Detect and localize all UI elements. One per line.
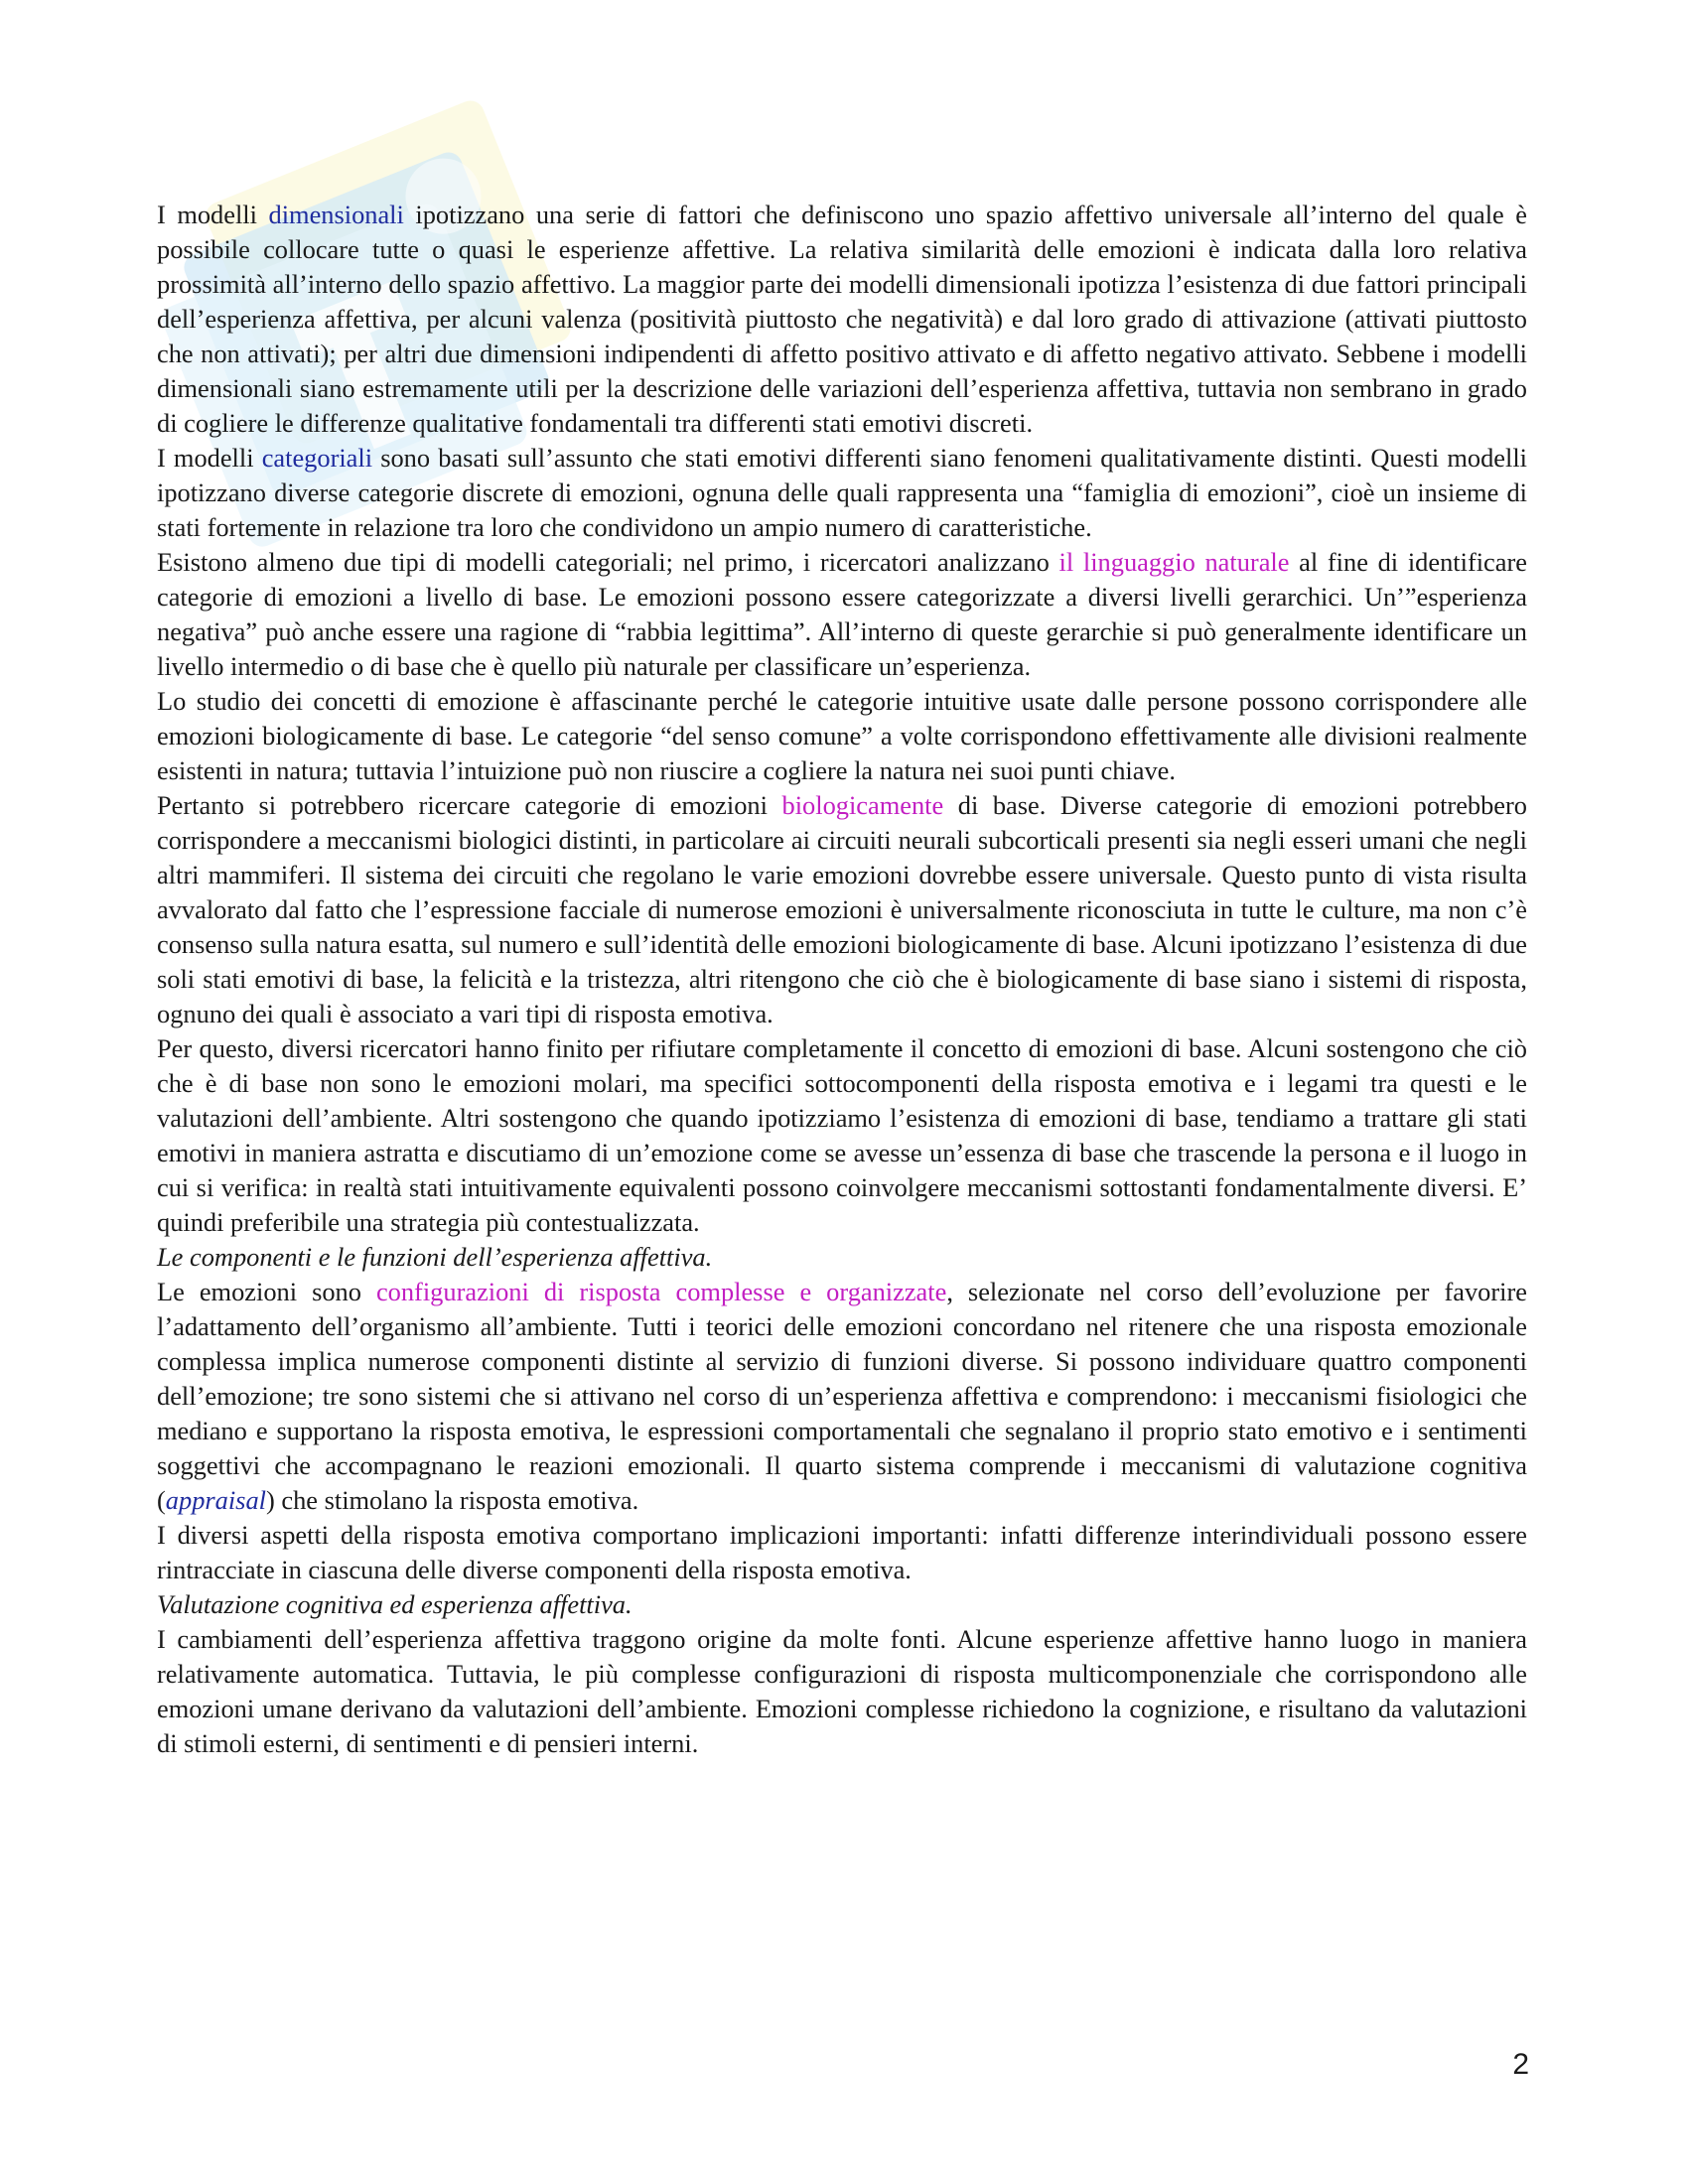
body-text	[157, 198, 1527, 1761]
paragraph-interindividual-differences: I diversi aspetti della risposta emotiva comportano implicazioni importanti: infatti differenze interindividuali possono essere rintracciate in ciascuna delle diverse componenti della risposta emotiva.	[157, 1520, 1527, 1584]
keyword-appraisal: appraisal	[165, 1485, 266, 1515]
keyword-configurazioni: configurazioni di risposta complesse e organizzate	[375, 1277, 947, 1306]
paragraph-rejecting-basic-emotions: Per questo, diversi ricercatori hanno finito per rifiutare completamente il concetto di emozioni di base. Alcuni sostengono che ciò che è di base non sono le emozioni molari, ma specifici sottocomponenti della risposta emotiva e i legami tra questi e le valutazioni dell’ambiente. Altri sostengono che quando ipotizziamo l’esistenza di emozioni di base, tendiamo a trattare gli stati emotivi in maniera astratta e discutiamo di un’emozione come se avesse un’essenza di base che trascende la persona e il luogo in cui si verifica: in realtà stati intuitivamente equivalenti possono coinvolgere meccanismi sottostanti fondamentalmente diversi. E’ quindi preferibile una strategia più contestualizzata.	[157, 1033, 1527, 1237]
paragraph-affective-changes: I cambiamenti dell’esperienza affettiva traggono origine da molte fonti. Alcune esperienze affettive hanno luogo in maniera relativamente automatica. Tuttavia, le più complesse configurazioni di risposta multicomponenziale che corrispondono alle emozioni umane derivano da valutazioni dell’ambiente. Emozioni complesse richiedono la cognizione, e risultano da valutazioni di stimoli esterni, di sentimenti e di pensieri interni.	[157, 1624, 1527, 1758]
paragraph-emotion-configurations: Le emozioni sono configurazioni di risposta complesse e organizzate, selezionate nel corso dell’evoluzione per favorire l’adattamento dell’organismo all’ambiente. Tutti i teorici delle emozioni concordano nel ritenere che una risposta emozionale complessa implica numerose componenti distinte al servizio di funzioni diverse. Si possono individuare quattro componenti dell’emozione; tre sono sistemi che si attivano nel corso di un’esperienza affettiva e comprendono: i meccanismi fisiologici che mediano e supportano la risposta emotiva, le espressioni comportamentali che segnalano il proprio stato emotivo e i sentimenti soggettivi che accompagnano le reazioni emozionali. Il quarto sistema comprende i meccanismi di valutazione cognitiva (appraisal) che stimolano la risposta emotiva.	[157, 1277, 1527, 1515]
section-heading-components: Le componenti e le funzioni dell’esperienza affettiva.	[157, 1242, 713, 1272]
paragraph-natural-language: Esistono almeno due tipi di modelli categoriali; nel primo, i ricercatori analizzano il linguaggio naturale al fine di identificare categorie di emozioni a livello di base. Le emozioni possono essere categorizzate a diversi livelli gerarchici. Un’”esperienza negativa” può anche essere una ragione di “rabbia legittima”. All’interno di queste gerarchie si può generalmente identificare un livello intermedio o di base che è quello più naturale per classificare un’esperienza.	[157, 547, 1527, 681]
keyword-linguaggio-naturale: il linguaggio naturale	[1058, 547, 1290, 577]
paragraph-emotion-concepts: Lo studio dei concetti di emozione è affascinante perché le categorie intuitive usate dalle persone possono corrispondere alle emozioni biologicamente di base. Le categorie “del senso comune” a volte corrispondono effettivamente alle divisioni realmente esistenti in natura; tuttavia l’intuizione può non riuscire a cogliere la natura nei suoi punti chiave.	[157, 686, 1527, 785]
keyword-dimensionali: dimensionali	[268, 200, 404, 229]
keyword-biologicamente: biologicamente	[781, 790, 944, 820]
paragraph-dimensional-models: I modelli dimensionali ipotizzano una serie di fattori che definiscono uno spazio affettivo universale all’interno del quale è possibile collocare tutte o quasi le esperienze affettive. La relativa similarità delle emozioni è indicata dalla loro relativa prossimità all’interno dello spazio affettivo. La maggior parte dei modelli dimensionali ipotizza l’esistenza di due fattori principali dell’esperienza affettiva, per alcuni valenza (positività piuttosto che negatività) e dal loro grado di attivazione (attivati piuttosto che non attivati); per altri due dimensioni indipendenti di affetto positivo attivato e di affetto negativo attivato. Sebbene i modelli dimensionali siano estremamente utili per la descrizione delle variazioni dell’esperienza affettiva, tuttavia non sembrano in grado di cogliere le differenze qualitative fondamentali tra differenti stati emotivi discreti.	[157, 200, 1527, 438]
keyword-categoriali: categoriali	[261, 443, 373, 473]
section-heading-cognitive-appraisal: Valutazione cognitiva ed esperienza affettiva.	[157, 1589, 633, 1619]
paragraph-categorical-models: I modelli categoriali sono basati sull’assunto che stati emotivi differenti siano fenomeni qualitativamente distinti. Questi modelli ipotizzano diverse categorie discrete di emozioni, ognuna delle quali rappresenta una “famiglia di emozioni”, cioè un insieme di stati fortemente in relazione tra loro che condividono un ampio numero di caratteristiche.	[157, 443, 1527, 542]
page-number: 2	[1512, 2048, 1529, 2081]
paragraph-biological-categories: Pertanto si potrebbero ricercare categorie di emozioni biologicamente di base. Diverse categorie di emozioni potrebbero corrispondere a meccanismi biologici distinti, in particolare ai circuiti neurali subcorticali presenti sia negli esseri umani che negli altri mammiferi. Il sistema dei circuiti che regolano le varie emozioni dovrebbe essere universale. Questo punto di vista risulta avvalorato dal fatto che l’espressione facciale di numerose emozioni è universalmente riconosciuta in tutte le culture, ma non c’è consenso sulla natura esatta, sul numero e sull’identità delle emozioni biologicamente di base. Alcuni ipotizzano l’esistenza di due soli stati emotivi di base, la felicità e la tristezza, altri ritengono che ciò che è biologicamente di base siano i sistemi di risposta, ognuno dei quali è associato a vari tipi di risposta emotiva.	[157, 790, 1527, 1028]
